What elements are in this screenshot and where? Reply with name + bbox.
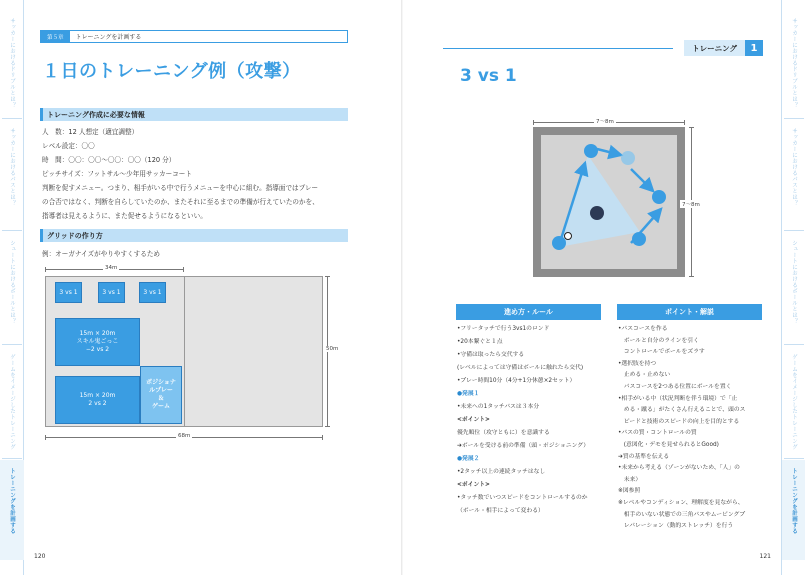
chapter-title: トレーニングを計画する bbox=[75, 34, 142, 41]
column-line: （ボール・相手によって変わる） bbox=[457, 508, 544, 514]
grid-box-3v1: 3 vs 1 bbox=[139, 282, 166, 303]
defender-icon bbox=[590, 206, 604, 220]
passing-triangle bbox=[559, 155, 640, 247]
grid-box-2v2: 15m × 20m 2 vs 2 bbox=[55, 376, 140, 424]
training-number: 1 bbox=[745, 40, 763, 56]
side-tab-planning[interactable]: トレーニングを計画する bbox=[0, 460, 24, 560]
grid-note: 例：オーガナイズがやりやすくするため bbox=[42, 250, 161, 258]
column-line: コントロールでボールをズラす bbox=[618, 349, 705, 356]
points-header: ポイント・解説 bbox=[617, 304, 762, 320]
column-line: ●発展１ bbox=[457, 391, 480, 397]
grid-box-3v1: 3 vs 1 bbox=[98, 282, 125, 303]
column-line: (レベルによっては守備はボールに触れたら交代) bbox=[457, 365, 584, 371]
grid-box-3v1: 3 vs 1 bbox=[55, 282, 82, 303]
attacker-icon bbox=[552, 236, 566, 250]
column-line: める・蹴る」がたくさん行えることで、頭のス bbox=[618, 407, 746, 414]
drill-title: 3 vs 1 bbox=[460, 66, 517, 86]
page-title: １日のトレーニング例（攻撃） bbox=[42, 61, 301, 82]
move-arrow bbox=[631, 169, 653, 191]
column-line: 未来） bbox=[618, 476, 642, 483]
column-line: •選択肢を持つ bbox=[618, 360, 657, 367]
info-line: ピッチサイズ：フットサル〜少年用サッカーコート bbox=[42, 170, 192, 178]
column-line: •2タッチ以上の連続タッチはなし bbox=[457, 469, 546, 475]
column-line: ボールと自分のラインを引く bbox=[618, 337, 699, 344]
column-line: •未来から考える（ゾーンがないため、「人」の bbox=[618, 465, 740, 472]
column-line: 優先順位（攻守ともに）を意識する bbox=[457, 430, 550, 436]
side-tab-game-training[interactable]: ゲームをイメージしたトレーニング bbox=[791, 354, 797, 450]
note-line: 判断を促すメニュー。つまり、相手がいる中で行うメニューを中心に組む。指導面ではプレー bbox=[42, 184, 319, 192]
side-tab-pass[interactable]: サッカーにおけるパスとは？ bbox=[791, 128, 797, 206]
attacker-icon bbox=[584, 144, 598, 158]
column-line: レパレーション（動的ストレッチ）を行う bbox=[618, 523, 734, 530]
left-side-tabs bbox=[0, 0, 24, 575]
right-side-tabs bbox=[781, 0, 805, 575]
grid-divider bbox=[184, 276, 185, 427]
side-tab-shoot[interactable]: シュートにおけるボールとは？ bbox=[791, 240, 797, 324]
column-line: パスコースを2つある位置にボールを置く bbox=[618, 384, 732, 390]
column-line: <ポイント> bbox=[457, 482, 490, 488]
column-line: ※図参照 bbox=[618, 488, 641, 495]
diagram-height-label: 7〜8m bbox=[682, 202, 700, 208]
side-tab-dribble[interactable]: サッカーにおけるドリブルとは？ bbox=[9, 18, 15, 108]
column-line: •20本繋ぐと１点 bbox=[457, 339, 503, 345]
column-line: •プレー時間10分（4分+1分休憩×2セット） bbox=[457, 378, 576, 384]
training-tag bbox=[443, 40, 763, 56]
move-arrow bbox=[597, 149, 621, 155]
attacker-icon bbox=[652, 190, 666, 204]
drill-diagram bbox=[533, 127, 685, 277]
column-line: •タッチ数でいつスピードをコントロールするのか bbox=[457, 495, 588, 501]
info-line: 時 間：〇〇：〇〇〜〇〇：〇〇（120 分） bbox=[42, 156, 176, 164]
column-line: (意図化・デモを見せられるとGood) bbox=[618, 442, 719, 448]
left-page bbox=[0, 0, 402, 575]
note-line: 指導者は見えるように、また促せるようになるといい。 bbox=[42, 212, 207, 220]
grid-box-skill-tag: 15m × 20m スキル鬼ごっこ −2 vs 2 bbox=[55, 318, 140, 366]
dimension-label-bottom: 68m bbox=[178, 433, 191, 439]
column-line: •未来への1タッチパスは３本分 bbox=[457, 404, 540, 410]
chapter-bar bbox=[40, 30, 348, 43]
side-tab-planning[interactable]: トレーニングを計画する bbox=[782, 460, 805, 560]
training-label: トレーニング bbox=[684, 40, 745, 56]
column-line: •パスの質・コントロールの質 bbox=[618, 430, 697, 437]
column-line: <ポイント> bbox=[457, 417, 490, 423]
attacker-icon bbox=[632, 232, 646, 246]
ball-icon bbox=[565, 233, 572, 240]
page-number-left: 120 bbox=[34, 553, 46, 560]
column-line: 止める・止めない bbox=[618, 372, 671, 379]
column-line: •守備は取ったら交代する bbox=[457, 352, 525, 358]
column-line: ピードと技術のスピードの向上を目的とする bbox=[618, 418, 740, 425]
column-line: ➔質の基準を伝える bbox=[618, 453, 670, 460]
column-line: 相手のいない状態での三角パスやムービングプ bbox=[618, 511, 746, 518]
column-line: ➔ボールを受ける前の準備（頭・ポジショニング） bbox=[457, 443, 590, 449]
chapter-badge: 第５章 bbox=[41, 31, 70, 42]
section-header-grid: グリッドの作り方 bbox=[40, 229, 348, 242]
column-line: ●発展２ bbox=[457, 456, 480, 462]
info-line: レベル設定：〇〇 bbox=[42, 142, 95, 150]
section-header-info: トレーニング作成に必要な情報 bbox=[40, 108, 348, 121]
side-tab-shoot[interactable]: シュートにおけるボールとは？ bbox=[9, 240, 15, 324]
page-number-right: 121 bbox=[759, 553, 771, 560]
info-line: 人 数：12 人想定（適宜調整） bbox=[42, 128, 139, 136]
drill-players-svg bbox=[541, 135, 677, 269]
side-tab-game-training[interactable]: ゲームをイメージしたトレーニング bbox=[9, 354, 15, 450]
note-line: の合否ではなく、判断を自らしていたのか、またそれに至るまでの準備が行えていたのかを、 bbox=[42, 198, 319, 206]
diagram-width-label: 7〜8m bbox=[596, 119, 614, 125]
dimension-label-side: 50m bbox=[326, 346, 339, 352]
column-line: ※レベルやコンディション、理解度を見ながら、 bbox=[618, 500, 744, 506]
dimension-label-top: 34m bbox=[105, 265, 118, 271]
column-line: •パスコースを作る bbox=[618, 326, 668, 332]
side-tab-dribble[interactable]: サッカーにおけるドリブルとは？ bbox=[791, 18, 797, 108]
grid-box-positional-game: ポジショナ ルプレー ＆ ゲーム bbox=[140, 366, 182, 424]
side-tab-pass[interactable]: サッカーにおけるパスとは？ bbox=[9, 128, 15, 206]
column-line: •フリータッチで行う3vs1のロンド bbox=[457, 326, 550, 332]
attacker-ghost-icon bbox=[621, 151, 635, 165]
column-line: •相手がいる中（状況判断を伴う環境）で「止 bbox=[618, 395, 738, 402]
rules-header: 進め方・ルール bbox=[456, 304, 601, 320]
